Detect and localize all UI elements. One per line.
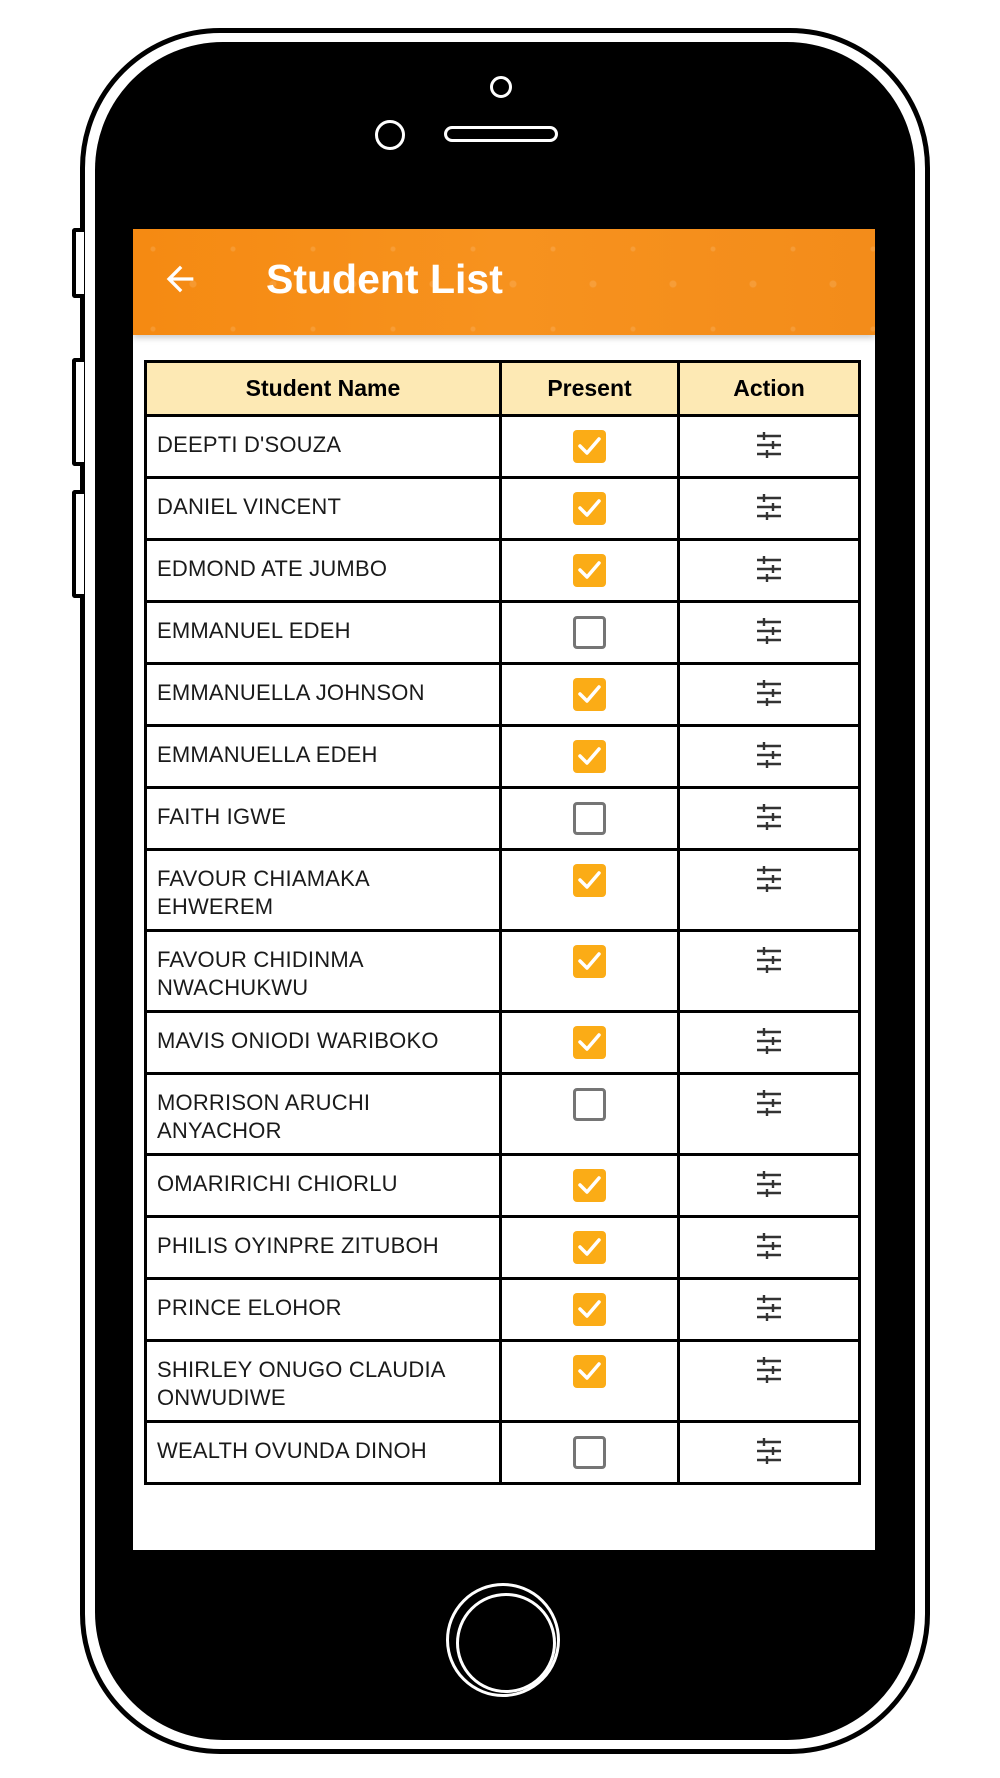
action-settings-button[interactable] [755,1090,783,1121]
action-cell [679,1217,860,1279]
action-cell [679,1074,860,1155]
action-cell [679,664,860,726]
column-header-present: Present [501,362,679,416]
check-icon [577,683,602,705]
table-header-row [146,362,860,416]
table-row [146,1341,860,1422]
check-icon [577,1174,602,1196]
tune-icon [755,618,783,644]
tune-icon [755,742,783,768]
action-cell [679,416,860,478]
table-row [146,1422,860,1484]
student-name-cell: EDMOND ATE JUMBO [146,540,501,602]
tune-icon [755,947,783,973]
student-table [144,360,861,1485]
tune-icon [755,1090,783,1116]
student-name-cell: DANIEL VINCENT [146,478,501,540]
action-settings-button[interactable] [755,866,783,897]
present-checkbox[interactable] [573,1231,606,1264]
student-name-cell: DEEPTI D'SOUZA [146,416,501,478]
app-bar [133,229,875,335]
present-cell [501,416,679,478]
action-settings-button[interactable] [755,804,783,835]
earpiece-speaker [444,126,558,142]
present-cell [501,1279,679,1341]
tune-icon [755,556,783,582]
present-checkbox[interactable] [573,1088,606,1121]
present-checkbox[interactable] [573,1026,606,1059]
check-icon [577,1031,602,1053]
action-settings-button[interactable] [755,1295,783,1326]
check-icon [577,435,602,457]
present-cell [501,1012,679,1074]
table-row [146,1217,860,1279]
action-cell [679,1012,860,1074]
app-bar-pattern [133,229,875,335]
column-header-action: Action [679,362,860,416]
proximity-sensor [490,76,512,98]
present-checkbox[interactable] [573,430,606,463]
action-cell [679,1422,860,1484]
tune-icon [755,866,783,892]
table-row [146,1155,860,1217]
action-settings-button[interactable] [755,1357,783,1388]
home-button[interactable] [446,1583,560,1697]
table-row [146,478,860,540]
check-icon [577,950,602,972]
present-checkbox[interactable] [573,1355,606,1388]
action-settings-button[interactable] [755,1233,783,1264]
action-cell [679,788,860,850]
tune-icon [755,1295,783,1321]
present-checkbox[interactable] [573,492,606,525]
student-name-cell: OMARIRICHI CHIORLU [146,1155,501,1217]
check-icon [577,1236,602,1258]
present-checkbox[interactable] [573,1169,606,1202]
action-cell [679,602,860,664]
action-settings-button[interactable] [755,742,783,773]
app-screen [133,229,875,1550]
check-icon [577,559,602,581]
student-name-cell: FAITH IGWE [146,788,501,850]
action-cell [679,540,860,602]
column-header-student-name: Student Name [146,362,501,416]
present-cell [501,1341,679,1422]
volume-up-button [72,358,84,466]
present-cell [501,788,679,850]
tune-icon [755,432,783,458]
present-cell [501,478,679,540]
present-cell [501,850,679,931]
arrow-back-icon [160,259,200,299]
volume-down-button [72,490,84,598]
check-icon [577,497,602,519]
tune-icon [755,494,783,520]
back-button[interactable] [155,254,205,304]
student-name-cell: EMMANUEL EDEH [146,602,501,664]
action-settings-button[interactable] [755,1028,783,1059]
action-cell [679,931,860,1012]
action-cell [679,478,860,540]
student-table-container [144,360,858,1485]
tune-icon [755,1438,783,1464]
check-icon [577,1298,602,1320]
present-cell [501,602,679,664]
action-settings-button[interactable] [755,680,783,711]
tune-icon [755,1171,783,1197]
check-icon [577,1360,602,1382]
table-row [146,1012,860,1074]
action-cell [679,726,860,788]
action-cell [679,1155,860,1217]
table-row [146,416,860,478]
student-name-cell: FAVOUR CHIAMAKA EHWEREM [146,850,501,931]
tune-icon [755,680,783,706]
check-icon [577,745,602,767]
table-row [146,1279,860,1341]
present-checkbox[interactable] [573,1436,606,1469]
front-camera [375,120,405,150]
action-cell [679,1279,860,1341]
action-settings-button[interactable] [755,556,783,587]
present-cell [501,931,679,1012]
table-row [146,664,860,726]
tune-icon [755,1028,783,1054]
present-checkbox[interactable] [573,616,606,649]
table-row [146,1074,860,1155]
present-cell [501,1422,679,1484]
student-name-cell: WEALTH OVUNDA DINOH [146,1422,501,1484]
mute-switch [72,228,84,298]
student-name-cell: EMMANUELLA EDEH [146,726,501,788]
check-icon [577,869,602,891]
page-title: Student List [266,256,503,302]
student-name-cell: MORRISON ARUCHI ANYACHOR [146,1074,501,1155]
action-settings-button[interactable] [755,947,783,978]
present-checkbox[interactable] [573,802,606,835]
student-name-cell: PRINCE ELOHOR [146,1279,501,1341]
action-settings-button[interactable] [755,432,783,463]
table-body [146,416,860,1484]
table-row [146,540,860,602]
table-row [146,602,860,664]
action-settings-button[interactable] [755,494,783,525]
table-row [146,850,860,931]
action-cell [679,850,860,931]
student-name-cell: SHIRLEY ONUGO CLAUDIA ONWUDIWE [146,1341,501,1422]
student-name-cell: MAVIS ONIODI WARIBOKO [146,1012,501,1074]
present-cell [501,1217,679,1279]
present-checkbox[interactable] [573,1293,606,1326]
table-row [146,788,860,850]
student-name-cell: EMMANUELLA JOHNSON [146,664,501,726]
present-checkbox[interactable] [573,554,606,587]
action-settings-button[interactable] [755,1438,783,1469]
tune-icon [755,1233,783,1259]
present-cell [501,540,679,602]
present-cell [501,664,679,726]
present-checkbox[interactable] [573,864,606,897]
present-checkbox[interactable] [573,740,606,773]
present-checkbox[interactable] [573,945,606,978]
student-name-cell: FAVOUR CHIDINMA NWACHUKWU [146,931,501,1012]
present-cell [501,726,679,788]
present-cell [501,1155,679,1217]
action-settings-button[interactable] [755,618,783,649]
action-settings-button[interactable] [755,1171,783,1202]
present-checkbox[interactable] [573,678,606,711]
tune-icon [755,1357,783,1383]
table-row [146,931,860,1012]
tune-icon [755,804,783,830]
present-cell [501,1074,679,1155]
table-row [146,726,860,788]
action-cell [679,1341,860,1422]
student-name-cell: PHILIS OYINPRE ZITUBOH [146,1217,501,1279]
